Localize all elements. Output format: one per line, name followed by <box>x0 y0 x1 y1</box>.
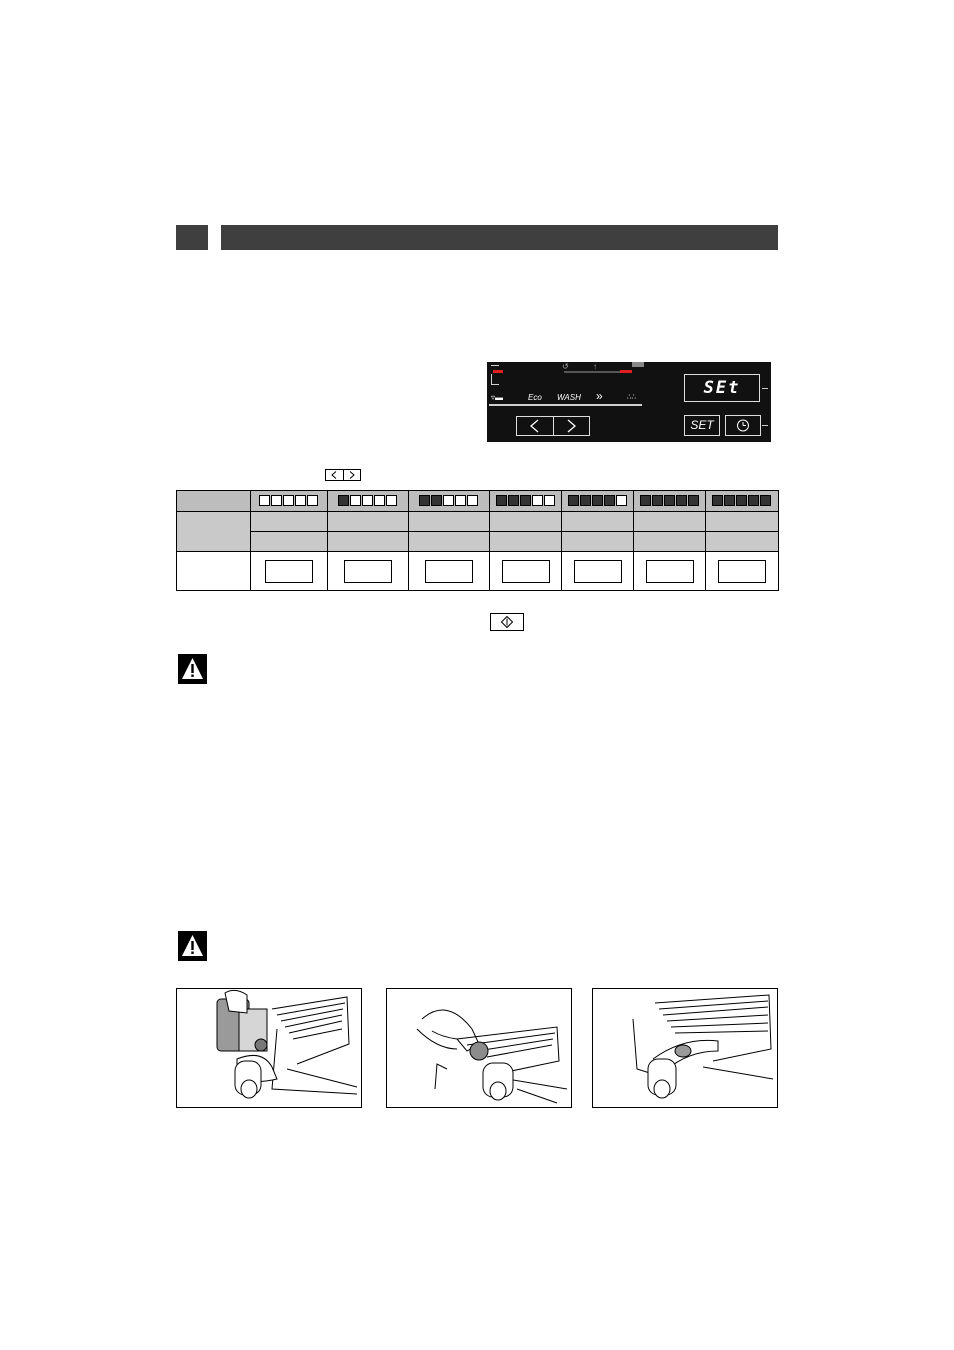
lamp-off <box>271 495 282 506</box>
warning-icon <box>178 654 207 684</box>
lamp-cell <box>562 491 634 512</box>
table-cell <box>251 512 328 532</box>
lamp-cell <box>706 491 779 512</box>
lamp-on <box>520 495 531 506</box>
display-value-box <box>425 560 473 583</box>
program-intensive-icon[interactable]: ▿▬ <box>491 393 504 402</box>
lamp-on <box>508 495 519 506</box>
salt-reservoir-illustration <box>592 988 778 1108</box>
lamp-on <box>724 495 735 506</box>
table-cell <box>328 532 409 552</box>
lamp-cell <box>409 491 490 512</box>
table-row-hardness <box>177 532 779 552</box>
start-button <box>490 613 524 631</box>
lamp-on <box>760 495 771 506</box>
lamp-off <box>544 495 555 506</box>
set-button[interactable]: SET <box>684 415 720 436</box>
program-fast-icon[interactable]: » <box>596 389 603 403</box>
lamp-on <box>419 495 430 506</box>
table-cell <box>490 532 562 552</box>
display-value-box <box>646 560 694 583</box>
arrow-keys-hint <box>325 469 361 481</box>
lamp-off <box>307 495 318 506</box>
chevron-left-icon <box>326 470 343 480</box>
table-row-hardness <box>177 512 779 532</box>
lamp-off <box>283 495 294 506</box>
lamp-off <box>350 495 361 506</box>
lamp-off <box>362 495 373 506</box>
lamp-cell <box>328 491 409 512</box>
lamp-on <box>592 495 603 506</box>
lamp-on <box>338 495 349 506</box>
lamp-off <box>455 495 466 506</box>
table-row-display <box>177 552 779 591</box>
lamp-on <box>652 495 663 506</box>
lamp-on <box>664 495 675 506</box>
program-display: SEt <box>684 374 760 402</box>
lamp-on <box>640 495 651 506</box>
lamp-on <box>431 495 442 506</box>
lamp-off <box>295 495 306 506</box>
lamp-cell <box>251 491 328 512</box>
table-cell <box>562 512 634 532</box>
chevron-right-icon[interactable] <box>554 417 590 435</box>
table-cell <box>490 552 562 591</box>
lamp-cell <box>490 491 562 512</box>
table-cell <box>562 552 634 591</box>
table-cell <box>706 512 779 532</box>
lamp-on <box>580 495 591 506</box>
display-value-box <box>502 560 550 583</box>
lamp-off <box>532 495 543 506</box>
table-cell <box>562 532 634 552</box>
lamp-on <box>568 495 579 506</box>
indicator-led <box>493 370 503 373</box>
rinse-icon: ↺ <box>562 362 569 371</box>
lamp-off <box>386 495 397 506</box>
lamp-on <box>712 495 723 506</box>
row-header-cell <box>177 552 251 591</box>
selector-arrows <box>516 416 590 436</box>
table-cell <box>490 512 562 532</box>
lamp-on <box>604 495 615 506</box>
table-cell <box>634 552 706 591</box>
salt-cap-close-illustration <box>386 988 572 1108</box>
lamp-on <box>748 495 759 506</box>
display-value-box <box>718 560 766 583</box>
program-quick-icon[interactable]: ∴∴ <box>627 394 636 401</box>
table-cell <box>409 552 490 591</box>
table-cell <box>251 532 328 552</box>
table-cell <box>706 552 779 591</box>
table-cell <box>409 532 490 552</box>
lamp-on <box>688 495 699 506</box>
table-cell <box>251 552 328 591</box>
lamp-cell <box>634 491 706 512</box>
lamp-off <box>443 495 454 506</box>
table-cell <box>706 532 779 552</box>
table-cell <box>409 512 490 532</box>
lamp-on <box>736 495 747 506</box>
salt-container-fill-illustration <box>176 988 362 1108</box>
dry-icon: ↑ <box>593 362 597 371</box>
clock-icon <box>726 416 760 435</box>
lamp-off <box>374 495 385 506</box>
warning-icon <box>178 931 207 961</box>
lamp-off <box>616 495 627 506</box>
table-cell <box>634 512 706 532</box>
display-value-box <box>344 560 392 583</box>
table-row-lamps <box>177 491 779 512</box>
display-value-box <box>265 560 313 583</box>
control-panel <box>487 362 771 442</box>
lamp-on <box>676 495 687 506</box>
section-number-bar <box>176 225 208 250</box>
table-cell <box>634 532 706 552</box>
lamp-off <box>467 495 478 506</box>
lamp-off <box>259 495 270 506</box>
row-header-cell <box>177 512 251 552</box>
table-cell <box>328 512 409 532</box>
start-button-icon <box>491 614 523 630</box>
table-cell <box>328 552 409 591</box>
program-wash[interactable]: WASH <box>557 393 581 402</box>
lamp-on <box>496 495 507 506</box>
program-eco[interactable]: Eco <box>528 393 542 402</box>
chevron-left-icon[interactable] <box>517 417 553 435</box>
section-title-bar <box>221 225 778 250</box>
chevron-right-icon <box>344 470 361 480</box>
hardness-level-table <box>176 490 779 591</box>
display-value-box <box>574 560 622 583</box>
row-header-cell <box>177 491 251 512</box>
delay-start-button[interactable] <box>725 415 761 436</box>
